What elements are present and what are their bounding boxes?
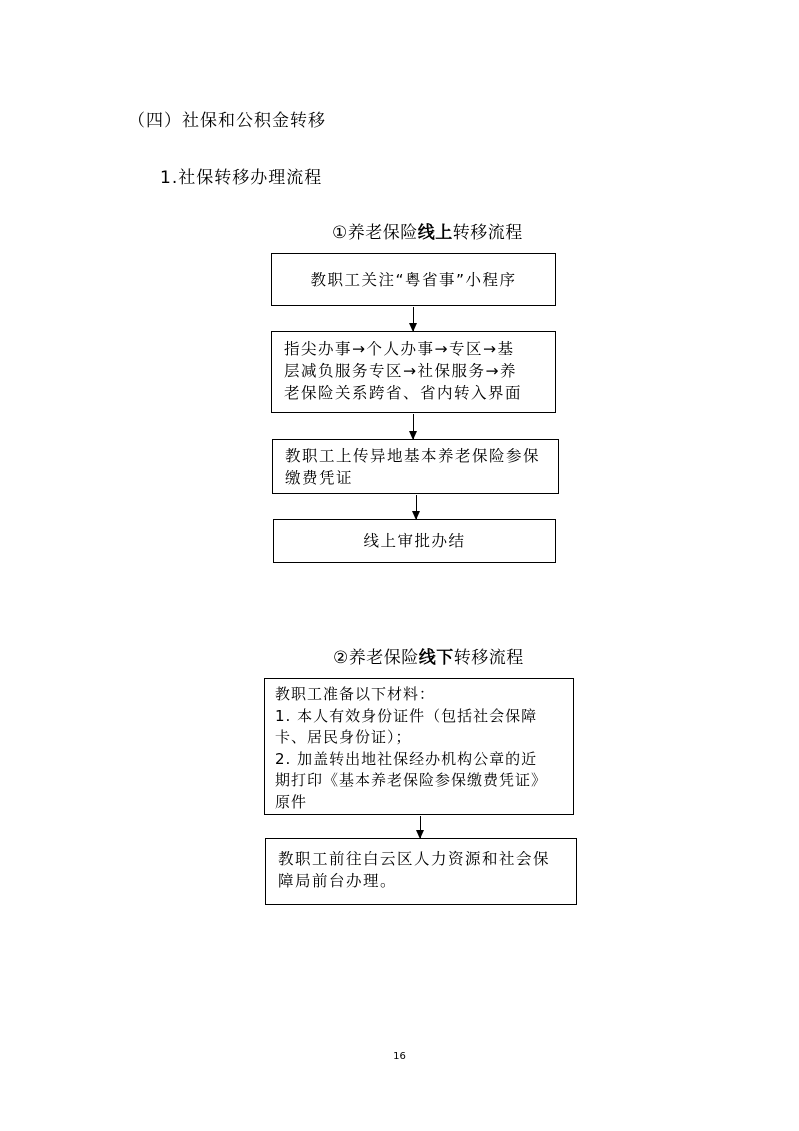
flow1-step-2 (271, 331, 556, 413)
flow1-step-1-line-1: 教职工关注“粤省事”小程序 (310, 270, 517, 289)
section-title: （四）社保和公积金转移 (128, 111, 326, 131)
flow2-title-suffix: 转移流程 (453, 648, 524, 668)
flow2-step-1-line-4: 2. 加盖转出地社保经办机构公章的近 (275, 749, 538, 768)
flow2-step-1 (264, 678, 574, 815)
flow1-step-3 (272, 439, 559, 494)
flow2-step-1-line-6: 原件 (275, 792, 308, 811)
flow2-arrow-1 (420, 816, 421, 838)
flow1-arrow-3 (416, 495, 417, 519)
flow1-step-2-line-3: 老保险关系跨省、省内转入界面 (284, 384, 523, 402)
flow2-step-1-line-2: 1. 本人有效身份证件（包括社会保障 (275, 706, 538, 725)
flow1-step-4-line-1: 线上审批办结 (363, 532, 466, 550)
flow1-step-2-line-1: 指尖办事→个人办事→专区→基 (284, 340, 515, 358)
flow1-title (332, 218, 523, 243)
flow1-title-suffix: 转移流程 (452, 223, 523, 243)
flow2-title-prefix: ②养老保险 (333, 648, 419, 668)
flow2-step-2 (265, 838, 577, 905)
flow2-step-1-line-3: 卡、居民身份证）； (275, 728, 412, 746)
flow2-title-bold: 线下 (418, 648, 454, 668)
flow2-step-1-line-1: 教职工准备以下材料： (275, 685, 436, 703)
flow1-step-2-line-2: 层减负服务专区→社保服务→养 (284, 362, 517, 380)
flow2-step-2-line-1: 教职工前往白云区人力资源和社会保 (278, 850, 551, 868)
flow2-step-2-line-2: 障局前台办理。 (278, 872, 398, 890)
flow1-arrow-1 (413, 307, 414, 331)
flow1-step-3-line-2: 缴费凭证 (285, 469, 354, 487)
flow2-step-1-line-5: 期打印《基本养老保险参保缴费凭证》 (275, 771, 548, 789)
flow1-title-prefix: ①养老保险 (332, 223, 418, 243)
flow1-title-bold: 线上 (417, 223, 453, 243)
subsection-title: 1.社保转移办理流程 (160, 168, 323, 188)
flow1-step-4 (273, 519, 556, 563)
flow1-step-1 (271, 253, 556, 306)
flow1-step-3-line-1: 教职工上传异地基本养老保险参保 (285, 447, 541, 465)
page-number: 16 (393, 1051, 406, 1062)
flow1-arrow-2 (413, 414, 414, 439)
flow2-title (333, 643, 524, 668)
